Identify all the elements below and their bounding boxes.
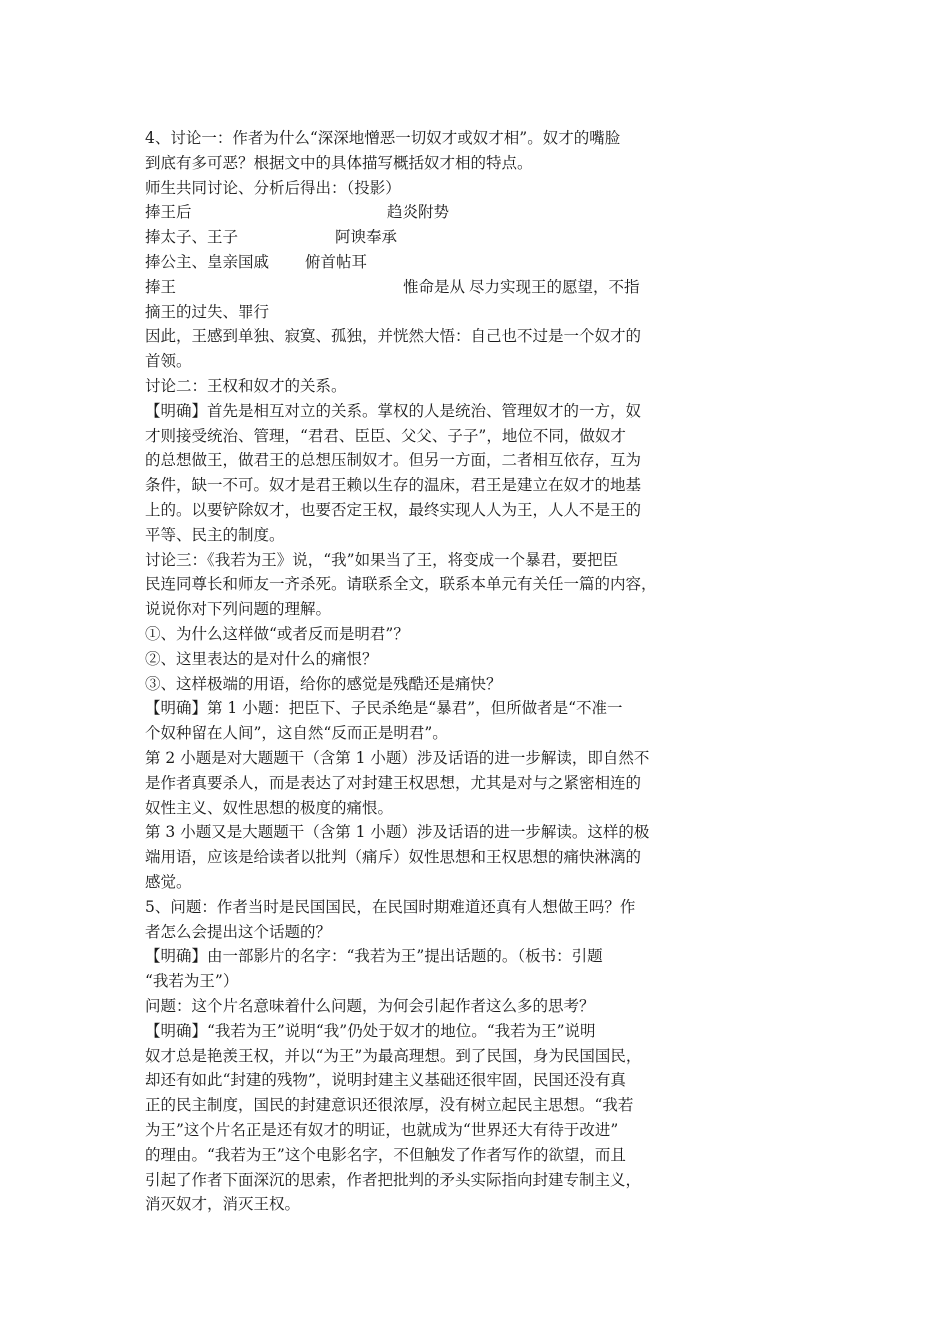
text-line: 第 2 小题是对大题题干（含第 1 小题）涉及话语的进一步解读，即自然不 — [145, 749, 650, 767]
text-line: 首领。 — [145, 352, 192, 371]
text-line: 问题：这个片名意味着什么问题，为何会引起作者这么多的思考？ — [145, 997, 595, 1015]
projection-right: 尽力实现王的愿望，不指 — [469, 277, 640, 296]
text-line: 感觉。 — [145, 873, 192, 891]
text-line: 个奴种留在人间”，这自然“反而正是明君”。 — [145, 724, 448, 743]
text-line: 【明确】第 1 小题：把臣下、子民杀绝是“暴君”，但所做者是“不准一 — [145, 699, 623, 718]
text-line: 讨论二：王权和奴才的关系。 — [145, 377, 347, 395]
text-line: 端用语，应该是给读者以批判（痛斥）奴性思想和王权思想的痛快淋漓的 — [145, 848, 642, 867]
text-line: 者怎么会提出这个话题的？ — [145, 922, 332, 941]
text-line: 却还有如此“封建的残物”，说明封建主义基础还很牢固，民国还没有真 — [145, 1071, 626, 1090]
projection-right: 趋炎附势 — [387, 203, 450, 222]
projection-right: 俯首帖耳 — [305, 253, 368, 271]
projection-left: 捧太子、王子 — [145, 228, 239, 247]
text-line: 【明确】“我若为王”说明“我”仍处于奴才的地位。“我若为王”说明 — [145, 1021, 596, 1040]
text-line: 的总想做王，做君王的总想压制奴才。但另一方面，二者相互依存，互为 — [145, 451, 642, 470]
text-line: 引起了作者下面深沉的思索，作者把批判的矛头实际指向封建专制主义， — [145, 1170, 642, 1189]
text-line: 到底有多可恶？根据文中的具体描写概括奴才相的特点。 — [145, 153, 533, 172]
text-line: 正的民主制度，国民的封建意识还很浓厚，没有树立起民主思想。“我若 — [145, 1096, 634, 1115]
text-line: 4、讨论一：作者为什么“深深地憎恶一切奴才或奴才相”。奴才的嘴脸 — [145, 129, 621, 147]
text-line: 因此，王感到单独、寂寞、孤独，并恍然大悟：自己也不过是一个奴才的 — [145, 327, 642, 346]
projection-right: 阿谀奉承 — [335, 228, 398, 247]
text-line: 平等、民主的制度。 — [145, 525, 285, 544]
text-line: ①、为什么这样做“或者反而是明君”？ — [145, 625, 409, 643]
text-line: 讨论三：《我若为王》说，“我”如果当了王，将变成一个暴君，要把臣 — [145, 550, 619, 569]
text-line: 的理由。“我若为王”这个电影名字，不但触发了作者写作的欲望，而且 — [145, 1145, 626, 1164]
text-line: 消灭奴才，消灭王权。 — [145, 1195, 301, 1214]
text-line: 上的。以要铲除奴才，也要否定王权，最终实现人人为王，人人不是王的 — [145, 501, 642, 519]
text-line: 条件，缺一不可。奴才是君王赖以生存的温床，君王是建立在奴才的地基 — [145, 476, 642, 495]
text-line: 师生共同讨论、分析后得出：（投影） — [145, 178, 401, 197]
text-line: 【明确】由一部影片的名字：“我若为王”提出话题的。（板书：引题 — [145, 947, 603, 966]
text-line: ②、这里表达的是对什么的痛恨？ — [145, 649, 378, 668]
text-line: 才则接受统治、管理，“君君、臣臣、父父、子子”，地位不同，做奴才 — [145, 426, 626, 445]
projection-left: 捧公主、皇亲国戚 — [145, 253, 270, 271]
projection-mid: 惟命是从 — [403, 277, 466, 296]
text-line: 为王”这个片名正是还有奴才的明证，也就成为“世界还大有待于改进” — [145, 1121, 619, 1139]
text-line: ③、这样极端的用语，给你的感觉是残酷还是痛快？ — [145, 674, 502, 693]
text-line: 第 3 小题又是大题题干（含第 1 小题）涉及话语的进一步解读。这样的极 — [145, 823, 650, 842]
text-line: 5、问题：作者当时是民国国民，在民国时期难道还真有人想做王吗？作 — [145, 897, 636, 916]
text-line: 是作者真要杀人，而是表达了对封建王权思想，尤其是对与之紧密相连的 — [145, 773, 642, 792]
text-line: 【明确】首先是相互对立的关系。掌权的人是统治、管理奴才的一方，奴 — [145, 401, 642, 420]
text-line: 摘王的过失、罪行 — [145, 302, 270, 321]
text-line: 奴性主义、奴性思想的极度的痛恨。 — [145, 798, 394, 817]
text-line: “我若为王”） — [145, 972, 239, 991]
text-line: 说说你对下列问题的理解。 — [145, 600, 332, 619]
text-line: 民连同尊长和师友一齐杀死。请联系全文，联系本单元有关任一篇的内容， — [145, 575, 657, 594]
projection-left: 捧王 — [145, 277, 177, 296]
text-line: 奴才总是艳羡王权，并以“为王”为最高理想。到了民国，身为民国国民， — [145, 1046, 642, 1065]
projection-left: 捧王后 — [145, 203, 192, 222]
